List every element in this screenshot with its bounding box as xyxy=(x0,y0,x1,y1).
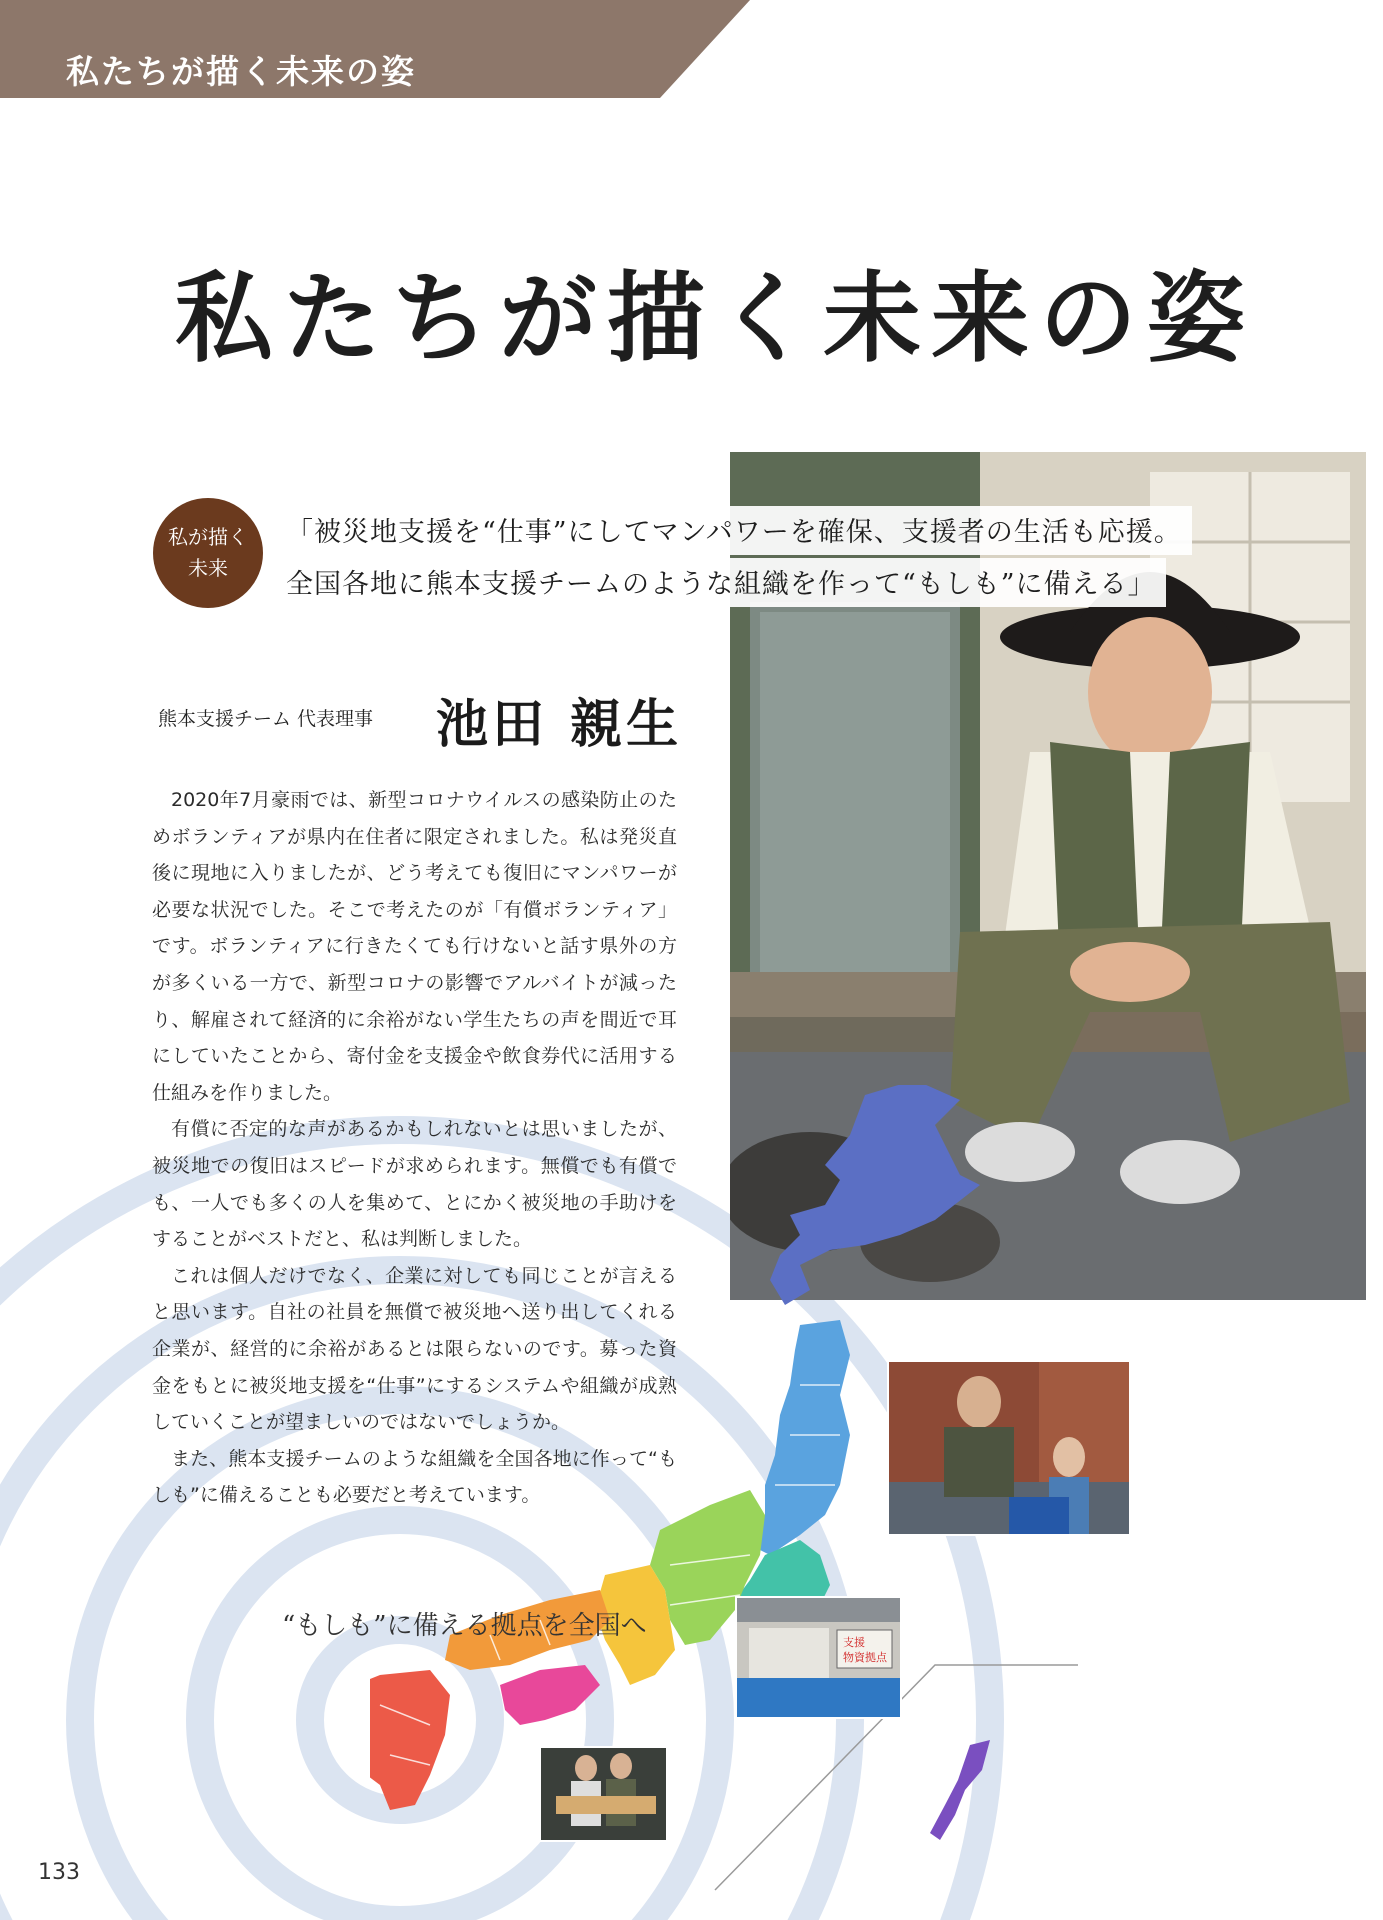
region-tohoku xyxy=(750,1320,850,1555)
sign-text-1: 支援 xyxy=(843,1636,865,1649)
author-org-role: 熊本支援チーム 代表理事 xyxy=(158,708,374,730)
page-title: 私たちが描く未来の姿 xyxy=(175,261,1256,376)
body-paragraph: これは個人だけでなく、企業に対しても同じことが言えると思います。自社の社員を無償で被災地へ送り出してくれる企業が、経営的に余裕があるとは限らないのです。募った資金をもとに被災地支援を“仕事”にするシステムや組織が成熟していくことが望ましいのではないでしょうか。 xyxy=(152,1264,677,1434)
supply-base-photo xyxy=(735,1596,902,1719)
badge-line1: 私が描く xyxy=(168,525,248,549)
badge-line2: 未来 xyxy=(188,556,228,580)
author-name: 池田 親生 xyxy=(436,694,683,755)
sign-text-2: 物資拠点 xyxy=(843,1651,887,1664)
region-shikoku xyxy=(500,1665,600,1725)
volunteer-photo-1 xyxy=(887,1360,1131,1536)
volunteer-photo-2 xyxy=(539,1746,668,1842)
page-number: 133 xyxy=(38,1860,80,1885)
body-paragraph: 有償に否定的な声があるかもしれないとは思いましたが、被災地での復旧はスピードが求められます。無償でも有償でも、一人でも多くの人を集めて、とにかく被災地の手助けをすることがベストだと、私は判断しました。 xyxy=(152,1118,677,1251)
body-paragraph: 2020年7月豪雨では、新型コロナウイルスの感染防止のためボランティアが県内在住者に限定されました。私は発災直後に現地に入りましたが、どう考えても復旧にマンパワーが必要な状況でした。そこで考えたのが「有償ボランティア」です。ボランティアに行きたくても行けないと話す県外の方が多くいる一方で、新型コロナの影響でアルバイトが減ったり、解雇されて経済的に余裕がない学生たちの声を間近で耳にしていたことから、寄付金を支援金や飲食券代に活用する仕組みを作りました。 xyxy=(152,789,677,1104)
future-badge xyxy=(153,498,263,608)
region-kyushu xyxy=(370,1670,450,1810)
region-hokkaido xyxy=(770,1085,980,1305)
quote-line-2: 全国各地に熊本支援チームのような組織を作って“もしも”に備える」 xyxy=(278,558,1166,607)
map-caption: “もしも”に備える拠点を全国へ xyxy=(282,1611,647,1641)
body-paragraph: また、熊本支援チームのような組織を全国各地に作って“もしも”に備えることも必要だと考えています。 xyxy=(152,1447,677,1507)
quote-line-1: 「被災地支援を“仕事”にしてマンパワーを確保、支援者の生活も応援。 xyxy=(278,506,1192,555)
section-label: 私たちが描く未来の姿 xyxy=(66,52,416,91)
